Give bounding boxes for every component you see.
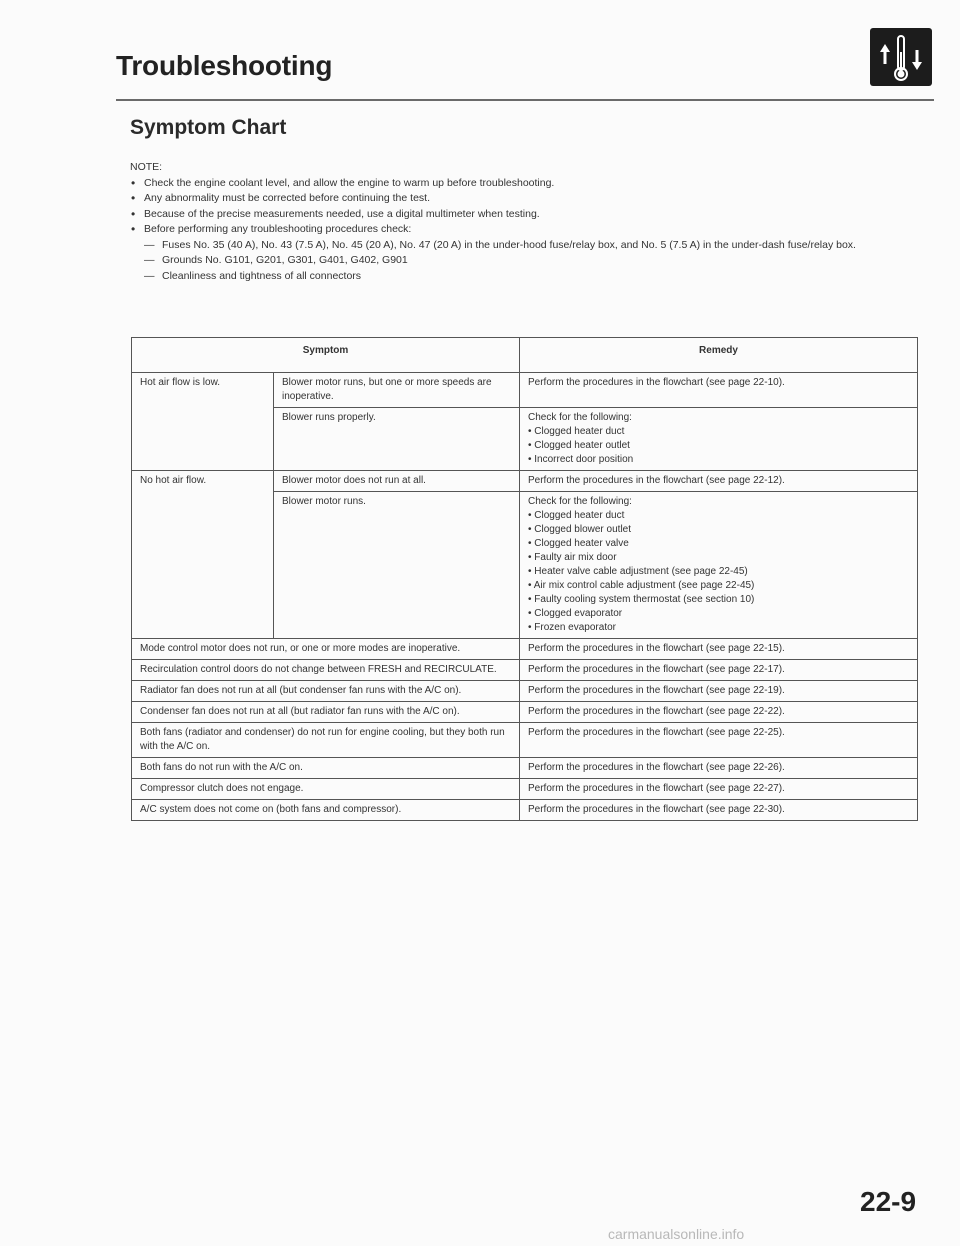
condition-cell: Blower runs properly. (274, 408, 520, 471)
table-row (132, 681, 918, 702)
remedy-cell: Perform the procedures in the flowchart (see page 22-15). (520, 639, 918, 660)
condition-cell: Blower motor runs. (274, 492, 520, 639)
table-row (132, 758, 918, 779)
remedy-cell: Perform the procedures in the flowchart (see page 22-12). (520, 471, 918, 492)
remedy-cell (520, 408, 918, 471)
dash-marker: — (144, 254, 155, 266)
table-header-row (132, 338, 918, 373)
remedy-cell: Perform the procedures in the flowchart (see page 22-22). (520, 702, 918, 723)
remedy-cell: Perform the procedures in the flowchart (see page 22-26). (520, 758, 918, 779)
remedy-cell: Perform the procedures in the flowchart (see page 22-30). (520, 800, 918, 821)
remedy-list-item: • Clogged evaporator (528, 608, 623, 619)
table-row (132, 471, 918, 492)
remedy-list-item: • Clogged heater outlet (528, 440, 630, 451)
note-bullet: • Before performing any troubleshooting procedures check: (130, 222, 930, 238)
dash-marker: — (144, 238, 155, 251)
remedy-list-item: • Incorrect door position (528, 454, 634, 465)
table-row (132, 800, 918, 821)
symptom-cell: Both fans (radiator and condenser) do not run for engine cooling, but they both run with the A/C on. (132, 723, 520, 758)
remedy-cell (520, 492, 918, 639)
remedy-header: Remedy (520, 338, 918, 373)
header-divider (116, 99, 934, 101)
symptom-cell: Recirculation control doors do not change between FRESH and RECIRCULATE. (132, 660, 520, 681)
remedy-cell: Perform the procedures in the flowchart (see page 22-10). (520, 373, 918, 408)
check-item (130, 253, 930, 269)
remedy-list-title: Check for the following: (528, 412, 632, 423)
check-item-text: Grounds No. G101, G201, G301, G401, G402, G901 (162, 254, 408, 266)
condition-cell: Blower motor does not run at all. (274, 471, 520, 492)
symptom-cell: Both fans do not run with the A/C on. (132, 758, 520, 779)
remedy-list-item: • Faulty cooling system thermostat (see section 10) (528, 594, 755, 605)
dash-marker: — (144, 269, 155, 282)
symptom-cell: Compressor clutch does not engage. (132, 779, 520, 800)
remedy-list-item: • Faulty air mix door (528, 552, 617, 563)
symptom-cell: Hot air flow is low. (132, 373, 274, 471)
note-bullet: • Check the engine coolant level, and allow the engine to warm up before troubleshooting. (130, 176, 930, 192)
remedy-list-item: • Clogged blower outlet (528, 524, 632, 535)
table-row (132, 723, 918, 758)
table-row (132, 373, 918, 408)
symptom-header: Symptom (132, 338, 520, 373)
remedy-cell: Perform the procedures in the flowchart (see page 22-19). (520, 681, 918, 702)
section-title: Symptom Chart (130, 116, 287, 139)
remedy-cell: Perform the procedures in the flowchart (see page 22-25). (520, 723, 918, 758)
watermark: carmanualsonline.info (608, 1226, 745, 1242)
check-item-text: Fuses No. 35 (40 A), No. 43 (7.5 A), No. 45 (20 A), No. 47 (20 A) in the under-hood fuse/relay box, and No. 5 (7.5 A) in the under-dash fuse/relay box. (162, 238, 856, 251)
check-item (130, 269, 930, 285)
notes-label: NOTE: (130, 161, 163, 173)
symptom-cell: Radiator fan does not run at all (but condenser fan runs with the A/C on). (132, 681, 520, 702)
symptom-cell: Condenser fan does not run at all (but radiator fan runs with the A/C on). (132, 702, 520, 723)
remedy-list-item: • Frozen evaporator (528, 622, 616, 633)
table-row (132, 702, 918, 723)
symptom-cell: A/C system does not come on (both fans and compressor). (132, 800, 520, 821)
remedy-list-item: • Clogged heater duct (528, 426, 625, 437)
symptom-cell: Mode control motor does not run, or one or more modes are inoperative. (132, 639, 520, 660)
table-row (132, 660, 918, 681)
remedy-list-item: • Clogged heater valve (528, 538, 629, 549)
table-row (132, 779, 918, 800)
remedy-cell: Perform the procedures in the flowchart (see page 22-27). (520, 779, 918, 800)
table-row (132, 639, 918, 660)
remedy-list-item: • Air mix control cable adjustment (see page 22-45) (528, 580, 755, 591)
page-header-title: Troubleshooting (116, 50, 333, 81)
heater-temperature-icon (870, 28, 932, 86)
page-number: 22-9 (860, 1186, 917, 1217)
symptom-chart-table (131, 337, 918, 821)
remedy-list-item: • Clogged heater duct (528, 510, 625, 521)
check-item (130, 238, 930, 254)
note-bullet: • Because of the precise measurements needed, use a digital multimeter when testing. (130, 207, 930, 223)
check-item-text: Cleanliness and tightness of all connectors (162, 269, 362, 282)
condition-cell: Blower motor runs, but one or more speeds are inoperative. (274, 373, 520, 408)
remedy-cell: Perform the procedures in the flowchart (see page 22-17). (520, 660, 918, 681)
remedy-list-item: • Heater valve cable adjustment (see page 22-45) (528, 566, 748, 577)
symptom-cell: No hot air flow. (132, 471, 274, 639)
remedy-list-title: Check for the following: (528, 496, 632, 507)
note-bullet: • Any abnormality must be corrected before continuing the test. (130, 191, 930, 207)
notes-block (130, 160, 930, 284)
